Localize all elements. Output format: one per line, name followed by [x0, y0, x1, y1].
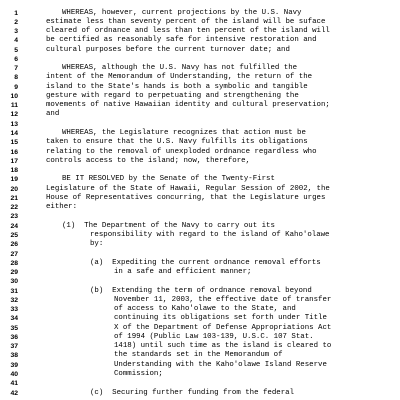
line-text: and: [46, 110, 60, 119]
line-number: 16: [10, 148, 18, 156]
line-text: WHEREAS, however, current projections by the U.S. Navy: [62, 8, 302, 17]
line-text: cultural purposes before the current turnover date; and: [46, 45, 290, 54]
line-text: intent of the Memorandum of Understanding, the return of the: [46, 73, 313, 82]
document-line: [0, 120, 400, 129]
line-text: WHEREAS, the Legislature recognizes that action must be: [62, 129, 306, 137]
document-line: [0, 185, 400, 194]
document-line: [0, 27, 400, 36]
line-number: 21: [10, 194, 18, 202]
document-line: [0, 64, 400, 73]
line-text: controls access to the island; now, therefore,: [46, 156, 251, 165]
line-text: taken to ensure that the U.S. Navy fulfills its obligations: [46, 138, 308, 147]
document-line: [0, 9, 400, 18]
line-number: 20: [10, 185, 18, 193]
line-text: of 1994 (Public Law 103-139, U.S.C. 107 Stat.: [114, 332, 314, 341]
line-number: 37: [10, 343, 18, 351]
line-text: BE IT RESOLVED by the Senate of the Twenty-First: [62, 175, 275, 184]
line-number: 24: [10, 222, 18, 230]
line-number: 17: [10, 157, 18, 165]
line-number: 10: [10, 92, 18, 100]
line-text: (1) The Department of the Navy to carry out its: [62, 221, 275, 230]
line-number: 23: [10, 213, 18, 221]
document-line: [0, 73, 400, 82]
document-line: [0, 212, 400, 221]
line-number: 26: [10, 241, 18, 249]
document-line: [0, 361, 400, 370]
line-number: 18: [10, 167, 18, 175]
document-line: [0, 83, 400, 92]
line-number: 19: [10, 176, 18, 184]
line-text: gesture with regard to perpetuating and strengthening the: [46, 91, 299, 100]
line-number: 25: [10, 231, 18, 239]
line-text: WHEREAS, although the U.S. Navy has not fulfilled the: [62, 64, 298, 73]
line-number: 28: [10, 259, 18, 267]
line-number: 5: [14, 46, 18, 54]
line-text: 1418) until such time as the island is cleared to: [114, 342, 332, 351]
line-number: 34: [10, 315, 18, 323]
line-number: 8: [14, 74, 18, 82]
line-number: 29: [10, 269, 18, 277]
line-text: (a) Expediting the current ordnance removal efforts: [90, 258, 321, 267]
document-line: [0, 305, 400, 314]
line-text: Understanding with the Kaho'olawe Island Reserve: [114, 360, 327, 369]
line-text: of access to Kaho'olawe to the State, and: [114, 305, 296, 314]
line-text: (b) Extending the term of ordnance removal beyond: [90, 286, 312, 295]
document-line: [0, 110, 400, 119]
document-line: [0, 18, 400, 27]
line-number: 40: [10, 371, 18, 379]
document-line: [0, 240, 400, 249]
line-number: 33: [10, 306, 18, 314]
line-number: 12: [10, 111, 18, 119]
line-number: 32: [10, 296, 18, 304]
document-line: [0, 129, 400, 138]
document-line: [0, 351, 400, 360]
document-line: [0, 370, 400, 379]
line-number: 38: [10, 352, 18, 360]
document-line: [0, 342, 400, 351]
document-line: [0, 287, 400, 296]
document-line: [0, 333, 400, 342]
document-line: [0, 46, 400, 55]
line-number: 14: [10, 130, 18, 137]
document-line: [0, 157, 400, 166]
line-text: (c) Securing further funding from the federal: [90, 388, 295, 397]
line-number: 36: [10, 333, 18, 341]
line-number: 2: [14, 18, 18, 26]
document-line: [0, 250, 400, 259]
document-line: [0, 203, 400, 212]
line-number: 9: [14, 83, 18, 91]
line-text: House of Representatives concurring, that the Legislature urges: [46, 193, 326, 202]
line-number: 1: [14, 9, 18, 17]
line-text: November 11, 2003, the effective date of transfer: [114, 295, 332, 304]
document-line: [0, 175, 400, 184]
line-number: 30: [10, 278, 18, 286]
document-line: [0, 138, 400, 147]
line-text: Legislature of the State of Hawaii, Regular Session of 2002, the: [46, 184, 330, 193]
line-number: 3: [14, 28, 18, 36]
line-text: relating to the removal of unexploded ordnance regardless who: [46, 147, 317, 156]
line-number: 11: [10, 102, 18, 110]
document-line: [0, 324, 400, 333]
line-text: continuing its obligations set forth under Title: [114, 314, 327, 323]
line-text: Commission;: [114, 370, 163, 379]
document-line: [0, 148, 400, 157]
line-text: be certified as reasonably safe for intensive restoration and: [46, 36, 317, 45]
line-number: 13: [10, 120, 18, 128]
document-line: [0, 314, 400, 323]
line-number: 42: [10, 389, 18, 397]
line-text: estimate less than seventy percent of the island will be suface: [46, 17, 326, 26]
document-line: [0, 296, 400, 305]
line-number: 4: [14, 37, 18, 45]
document-line: [0, 259, 400, 268]
document-line: [0, 379, 400, 388]
line-text: in a safe and efficient manner;: [114, 268, 252, 277]
line-number: 6: [14, 55, 18, 63]
document-line: [0, 222, 400, 231]
line-number: 27: [10, 250, 18, 258]
line-text: either:: [46, 203, 78, 212]
line-number: 7: [14, 65, 18, 73]
line-text: movements of native Hawaiian identity and cultural preservation;: [46, 101, 330, 110]
line-text: the standards set in the Memorandum of: [114, 351, 283, 360]
line-number: 31: [10, 287, 18, 295]
document-line: [0, 36, 400, 45]
line-number: 22: [10, 204, 18, 212]
document-line: [0, 194, 400, 203]
document-line: [0, 268, 400, 277]
line-number: 41: [10, 380, 18, 388]
line-text: cleared of ordnance and less than ten percent of the island will: [46, 27, 330, 36]
line-text: island to the State's hands is both a symbolic and tangible: [46, 82, 308, 91]
line-number: 39: [10, 361, 18, 369]
document-line: [0, 166, 400, 175]
line-text: by:: [90, 240, 104, 249]
document-line: [0, 101, 400, 110]
document-line: [0, 92, 400, 101]
document-line: [0, 389, 400, 398]
line-text: responsibility with regard to the island of Kaho'olawe: [90, 230, 330, 239]
line-number: 35: [10, 324, 18, 332]
document-line: [0, 55, 400, 64]
document-line: [0, 277, 400, 286]
line-number: 15: [10, 139, 18, 147]
document-line: [0, 231, 400, 240]
line-text: X of the Department of Defense Appropriations Act: [114, 323, 332, 332]
